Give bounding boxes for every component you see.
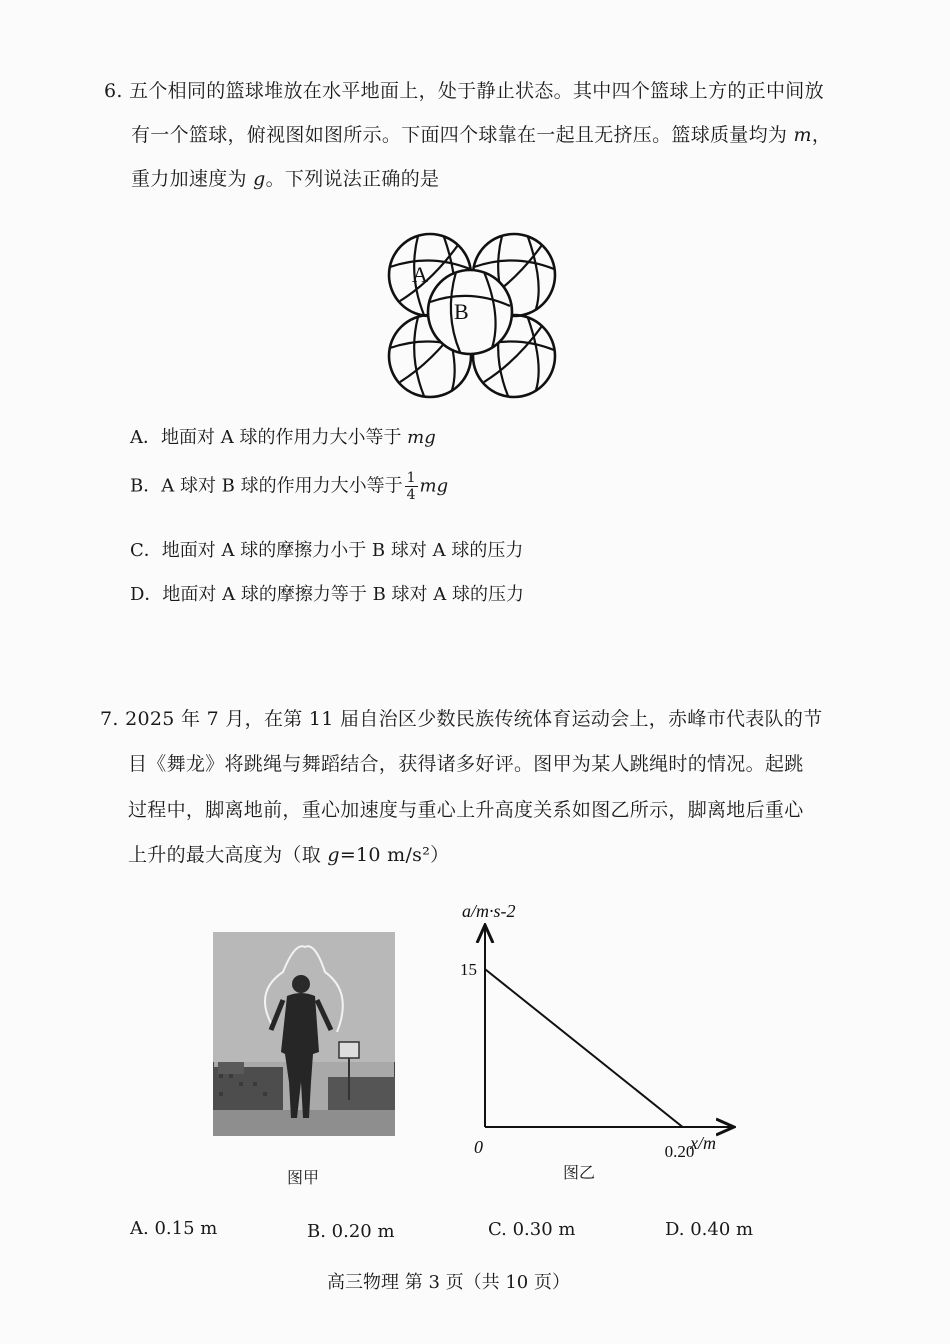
q7-answer-a: A. 0.15 m [130, 1218, 218, 1239]
q6-option-b-var: mg [419, 475, 449, 497]
ball-label-a: A [412, 262, 428, 287]
fraction-numerator: 1 [406, 470, 416, 486]
q6-option-a-text: A．地面对 A 球的作用力大小等于 [130, 427, 408, 448]
q6-number: 6. [104, 80, 123, 102]
caption-figure-a: 图甲 [287, 1168, 320, 1187]
origin-label: 0 [474, 1137, 483, 1157]
q6-option-b-text: B．A 球对 B 球的作用力大小等于 [130, 475, 403, 497]
q7-text-line1 [100, 704, 823, 731]
q6-option-a-var: mg [407, 427, 436, 448]
q6-option-b [130, 470, 448, 503]
q6-line1: 五个相同的篮球堆放在水平地面上，处于静止状态。其中四个篮球上方的正中间放 [129, 80, 824, 102]
q6-option-a [130, 423, 436, 449]
q6-text-line2 [131, 120, 831, 147]
q7-answer-d: D. 0.40 m [665, 1219, 754, 1240]
y-axis-label: a/m·s-2 [462, 901, 516, 921]
q7-line1: 2025 年 7 月，在第 11 届自治区少数民族传统体育运动会上，赤峰市代表队的节 [125, 708, 823, 730]
q7-text-line2: 目《舞龙》将跳绳与舞蹈结合，获得诸多好评。图甲为某人跳绳时的情况。起跳 [128, 753, 804, 775]
x-axis-label: x/m [690, 1133, 716, 1153]
q7-answer-c: C. 0.30 m [488, 1219, 576, 1240]
q6-text-line3 [131, 164, 439, 191]
q7-number: 7. [100, 708, 119, 730]
fraction-denominator: 4 [406, 487, 416, 503]
q6-option-d: D．地面对 A 球的摩擦力等于 B 球对 A 球的压力 [130, 584, 524, 605]
q7-answer-b: B. 0.20 m [307, 1221, 395, 1242]
caption-figure-b: 图乙 [563, 1163, 596, 1182]
q6-line2-end: ， [811, 124, 832, 146]
ball-b-center [428, 270, 512, 354]
q7-text-line4 [128, 840, 449, 867]
page-footer: 高三物理 第 3 页（共 10 页） [327, 1272, 570, 1293]
q7-line4-text: 上升的最大高度为（取 [128, 844, 328, 866]
q6-var-g: g [253, 168, 266, 190]
jump-rope-photo [213, 932, 395, 1136]
q7-line4-end: =10 m/s²） [339, 844, 450, 866]
q7-text-line3: 过程中，脚离地前，重心加速度与重心上升高度关系如图乙所示，脚离地后重心 [128, 799, 804, 821]
q6-line3-end: 。下列说法正确的是 [265, 168, 440, 190]
y-tick-label: 15 [460, 960, 477, 980]
basketball-figure [384, 230, 564, 400]
q6-line2-text: 有一个篮球，俯视图如图所示。下面四个球靠在一起且无挤压。篮球质量均为 [131, 124, 794, 146]
series-line-0 [485, 969, 683, 1127]
ball-label-b: B [454, 299, 469, 324]
q6-var-m: m [793, 124, 812, 146]
q6-text-line1 [104, 76, 824, 103]
q6-option-c: C．地面对 A 球的摩擦力小于 B 球对 A 球的压力 [130, 540, 524, 561]
q7-var-g: g [327, 844, 340, 866]
q6-line3-text: 重力加速度为 [131, 168, 254, 190]
acceleration-height-chart [440, 895, 740, 1165]
x-tick-label: 0.20 [664, 1142, 695, 1161]
fraction-quarter [405, 470, 418, 503]
